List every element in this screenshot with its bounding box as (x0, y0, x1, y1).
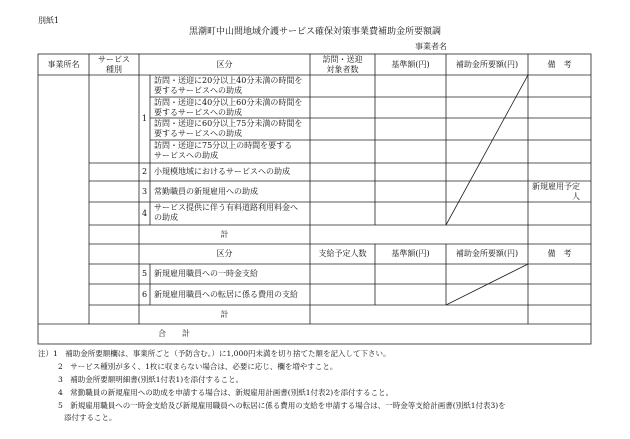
row3-category: 常勤職員の新規雇用への助成 (154, 186, 258, 196)
row4-line2: の助成 (154, 213, 178, 222)
row3-remark-line1: 新規雇用予定 (532, 182, 580, 191)
note-3: 3 補助金所要額明細書(別紙1付表1)を添付すること。 (58, 375, 244, 384)
row1d-line1: 訪問・送迎に75分以上の時間を要する (154, 141, 293, 150)
row1b-line1: 訪問・送迎に40分以上60分未満の時間を (154, 98, 303, 107)
row5-category: 新規雇用職員への一時金支給 (154, 269, 258, 278)
row-number-2: 2 (141, 167, 148, 176)
document-title: 黒潮町中山間地域介護サービス確保対策事業費補助金所要額調 (188, 27, 441, 37)
table2-header-category: 区分 (216, 249, 233, 258)
row1c-line2: 要するサービスへの助成 (154, 129, 242, 138)
table2-header-planned-count: 支給予定人数 (318, 249, 367, 258)
note-1: 注）1 補助金所要額欄は、事業所ごと（予防含む。）に1,000円未満を切り捨てた額を記入して下さい。 (38, 349, 391, 358)
row1b-line2: 要するサービスへの助成 (154, 108, 242, 117)
row-number-3: 3 (141, 186, 148, 196)
row1a-line1: 訪問・送迎に20分以上40分未満の時間を (154, 76, 303, 85)
note-5: 5 新規雇用職員への一時金支給及び新規雇用職員への転居に係る費用の支給を申請する場合は、一時金等支給計画書(別紙1付表3)を (58, 401, 506, 410)
office-name-label: 事業者名 (415, 42, 447, 51)
header-visit-count (310, 54, 375, 75)
table2-header-required-amount: 補助金所要額(円) (455, 249, 519, 258)
note-2: 2 サービス種別が多く、1枚に収まらない場合は、必要に応じ、欄を増やすこと。 (58, 362, 338, 371)
header-required-amount: 補助金所要額(円) (455, 59, 519, 69)
row-number-4: 4 (141, 208, 148, 218)
attachment-label: 別紙1 (38, 16, 60, 25)
header-visit-line1: 訪問・送迎 (322, 54, 363, 64)
row-number-1: 1 (141, 114, 148, 123)
header-service-line2: 種別 (106, 64, 122, 74)
subtotal-1-label: 計 (220, 229, 229, 239)
header-base-amount: 基準額(円) (391, 59, 430, 69)
note-4: 4 常勤職員の新規雇用への助成を申請する場合は、新規雇用計画書(別紙1付表2)を添付すること。 (58, 388, 394, 397)
header-visit-line2: 対象者数 (326, 64, 359, 74)
table2-header-remarks: 備 考 (547, 249, 572, 258)
grand-total-label: 合 計 (158, 329, 190, 338)
header-service-line1: サービス (98, 54, 130, 64)
header-remarks: 備 考 (547, 59, 572, 69)
note-5-continued: 添付すること。 (64, 413, 117, 422)
header-office-name: 事業所名 (47, 59, 80, 69)
row1a-line2: 要するサービスへの助成 (154, 86, 242, 95)
header-service-type (89, 54, 139, 75)
row6-category: 新規雇用職員への転居に係る費用の支給 (154, 289, 298, 299)
row4-line1: サービス提供に伴う有料道路利用料金へ (154, 203, 298, 212)
row1d-line2: サービスへの助成 (154, 151, 218, 160)
row2-category: 小規模地域におけるサービスへの助成 (154, 167, 290, 176)
header-category: 区分 (216, 59, 233, 69)
row1c-line1: 訪問・送迎に60分以上75分未満の時間を (154, 119, 303, 128)
table2-header-base-amount: 基準額(円) (391, 249, 430, 258)
row3-remark-line2: 人 (572, 192, 580, 201)
row-number-5: 5 (141, 269, 148, 278)
subtotal-2-label: 計 (220, 309, 229, 319)
row-number-6: 6 (141, 289, 148, 299)
